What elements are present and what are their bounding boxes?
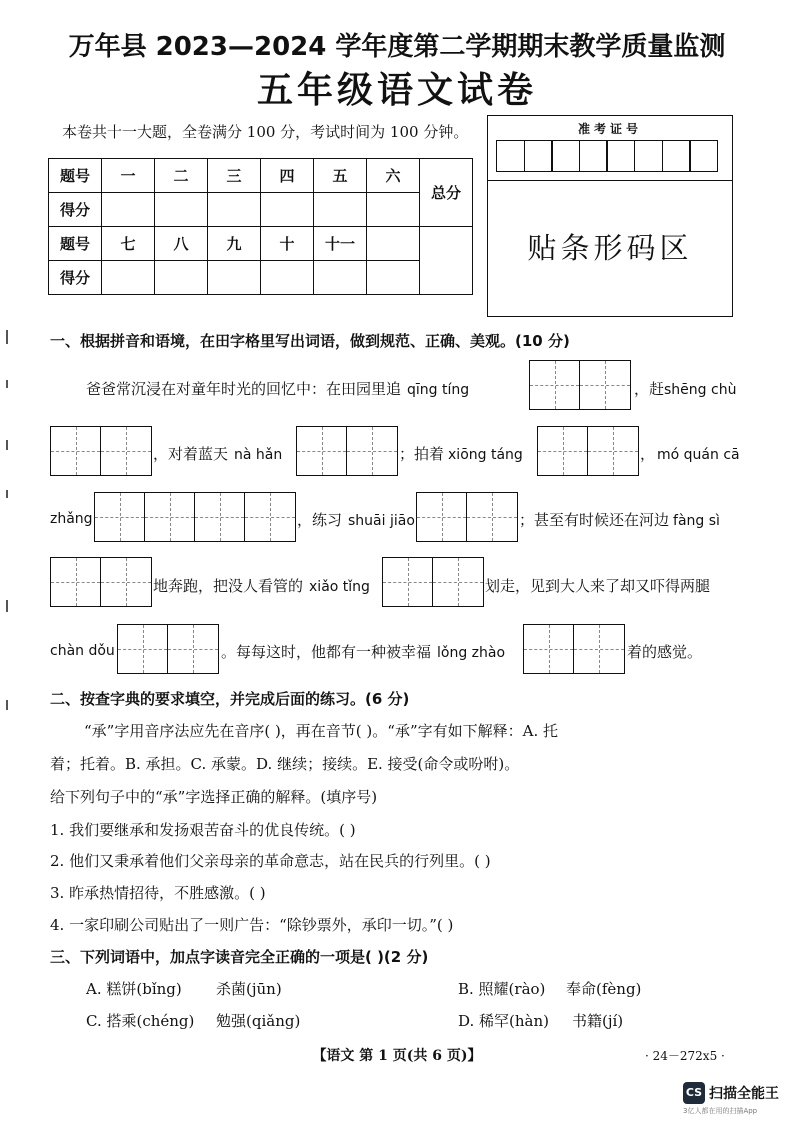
watermark-tagline: 3亿人都在用的扫描App: [683, 1107, 758, 1115]
q1-text-seg: 。每每这时，他都有一种被幸福: [221, 643, 432, 661]
score-cell[interactable]: [208, 193, 261, 227]
tianzige-box[interactable]: [382, 557, 484, 607]
q3-option-a: 杀菌(jūn): [216, 980, 282, 998]
score-header: 得分: [49, 193, 102, 227]
q1-text-seg: ，: [640, 445, 656, 463]
q3-option-c: 勉强(qiǎng): [216, 1012, 301, 1030]
exam-title: 万年县 2023—2024 学年度第二学期期末教学质量监测: [68, 32, 726, 62]
pinyin: xiōng táng: [448, 447, 523, 463]
q3-option-b: 奉命(fèng): [566, 980, 642, 998]
q3-heading: 三、下列词语中，加点字读音完全正确的一项是( )(2 分): [50, 948, 429, 966]
score-cell[interactable]: [155, 261, 208, 295]
q1-text-seg: 地奔跑，把没人看管的: [153, 577, 304, 595]
score-cell[interactable]: [102, 261, 155, 295]
q2-heading: 二、按查字典的要求填空，并完成后面的练习。(6 分): [50, 690, 410, 708]
q1-text: [640, 443, 740, 464]
score-col: 一: [102, 159, 155, 193]
q1-text-seg: 爸爸常沉浸在对童年时光的回忆中：在田园里追: [86, 380, 402, 398]
page-footer: 【语文 第 1 页(共 6 页)】: [312, 1048, 482, 1064]
score-table: [48, 158, 473, 295]
score-cell[interactable]: [261, 193, 314, 227]
score-cell[interactable]: [314, 261, 367, 295]
q1-text-seg: ；甚至有时候还在河边: [519, 511, 670, 529]
score-cell[interactable]: [261, 261, 314, 295]
score-col: 二: [155, 159, 208, 193]
margin-mark: [6, 700, 8, 710]
q3-option-c: C. 搭乘(chéng): [86, 1012, 195, 1030]
pinyin: chàn dǒu: [50, 643, 115, 659]
q3-option-d: D. 稀罕(hàn): [458, 1012, 549, 1030]
q1-text-seg: ，赶: [634, 380, 665, 398]
q1-text-seg: ；拍着: [399, 445, 445, 463]
score-header: 题号: [49, 159, 102, 193]
pinyin: xiǎo tǐng: [309, 579, 370, 595]
score-col: 七: [102, 227, 155, 261]
pinyin: shēng chù: [664, 382, 737, 398]
tianzige-box[interactable]: [117, 624, 219, 674]
q1-text-seg: 着的感觉。: [627, 643, 703, 661]
q1-heading: 一、根据拼音和语境，在田字格里写出词语，做到规范、正确、美观。(10 分): [50, 332, 570, 350]
q2-sentence: 3. 昨承热情招待，不胜感激。( ): [50, 884, 266, 902]
total-score-header: 总分: [420, 159, 473, 227]
pinyin: qīng tíng: [407, 382, 470, 398]
pinyin: mó quán cā: [657, 447, 740, 463]
q3-option-b: B. 照耀(rào): [458, 980, 546, 998]
q3-option-a: A. 糕饼(bǐng): [86, 980, 182, 998]
score-col: 九: [208, 227, 261, 261]
tianzige-box[interactable]: [523, 624, 625, 674]
q1-text: [627, 641, 702, 662]
margin-mark: [6, 380, 8, 388]
score-col: 五: [314, 159, 367, 193]
q1-text: [485, 575, 710, 596]
q1-text-seg: ，对着蓝天: [153, 445, 229, 463]
exam-id-label: 准考证号: [577, 122, 642, 136]
tianzige-box[interactable]: [50, 426, 152, 476]
pinyin: nà hǎn: [234, 447, 283, 463]
score-header: 题号: [49, 227, 102, 261]
q2-sentence: 1. 我们要继承和发扬艰苦奋斗的优良传统。( ): [50, 821, 356, 839]
q3-option-d: 书籍(jí): [572, 1012, 624, 1030]
tianzige-box[interactable]: [537, 426, 639, 476]
q1-text: [519, 509, 720, 530]
pinyin: zhǎng: [50, 511, 93, 527]
q1-text: [221, 641, 505, 662]
score-col: 六: [367, 159, 420, 193]
margin-mark: [6, 490, 8, 498]
q2-paragraph: 着；托着。B. 承担。C. 承蒙。D. 继续；接续。E. 接受(命令或吩咐)。: [50, 755, 520, 773]
exam-subtitle: 五年级语文试卷: [256, 70, 537, 111]
score-cell[interactable]: [314, 193, 367, 227]
q1-text: [50, 641, 115, 659]
q1-text-seg: ，练习: [297, 511, 343, 529]
score-cell[interactable]: [208, 261, 261, 295]
score-col: 三: [208, 159, 261, 193]
q1-text: [86, 378, 469, 399]
score-cell[interactable]: [155, 193, 208, 227]
pinyin: fàng sì: [673, 513, 720, 529]
scanner-watermark: [683, 1082, 779, 1116]
total-score-cell[interactable]: [420, 227, 473, 295]
tianzige-box[interactable]: [50, 557, 152, 607]
score-col: 十一: [314, 227, 367, 261]
camscanner-logo-icon: CS: [683, 1082, 705, 1104]
q2-instruction: 给下列句子中的“承”字选择正确的解释。(填序号): [50, 788, 378, 806]
exam-intro: 本卷共十一大题，全卷满分 100 分，考试时间为 100 分钟。: [62, 123, 469, 141]
barcode-area-label: 贴条形码区: [527, 231, 693, 265]
q1-text: [399, 443, 523, 464]
q1-text: [50, 509, 93, 527]
score-col: 四: [261, 159, 314, 193]
tianzige-box[interactable]: [529, 360, 631, 410]
margin-mark: [6, 330, 8, 344]
exam-code: · 24－272x5 ·: [645, 1049, 725, 1063]
q2-sentence: 4. 一家印刷公司贴出了一则广告：“除钞票外，承印一切。”( ): [50, 916, 454, 934]
score-col: 八: [155, 227, 208, 261]
exam-id-boxes[interactable]: [496, 140, 717, 172]
score-cell[interactable]: [367, 261, 420, 295]
q1-text-seg: 划走，见到大人来了却又吓得两腿: [485, 577, 711, 595]
q2-paragraph: “承”字用音序法应先在音序( )，再在音节( )。“承”字有如下解释：A. 托: [84, 722, 558, 740]
score-header: 得分: [49, 261, 102, 295]
q1-text: [634, 378, 736, 399]
score-cell[interactable]: [102, 193, 155, 227]
exam-id-section: [488, 116, 732, 181]
margin-mark: [6, 600, 8, 612]
score-cell[interactable]: [367, 193, 420, 227]
q1-text: [153, 443, 282, 464]
q2-sentence: 2. 他们又秉承着他们父亲母亲的革命意志，站在民兵的行列里。( ): [50, 852, 491, 870]
score-col: 十: [261, 227, 314, 261]
watermark-name: 扫描全能王: [709, 1086, 779, 1102]
score-col: [367, 227, 420, 261]
tianzige-box[interactable]: [94, 492, 296, 542]
barcode-box: [487, 115, 733, 317]
q1-text: [297, 509, 415, 530]
tianzige-box[interactable]: [296, 426, 398, 476]
pinyin: shuāi jiāo: [348, 513, 415, 529]
margin-mark: [6, 440, 8, 450]
q1-text: [153, 575, 370, 596]
pinyin: lǒng zhào: [437, 645, 506, 661]
tianzige-box[interactable]: [416, 492, 518, 542]
